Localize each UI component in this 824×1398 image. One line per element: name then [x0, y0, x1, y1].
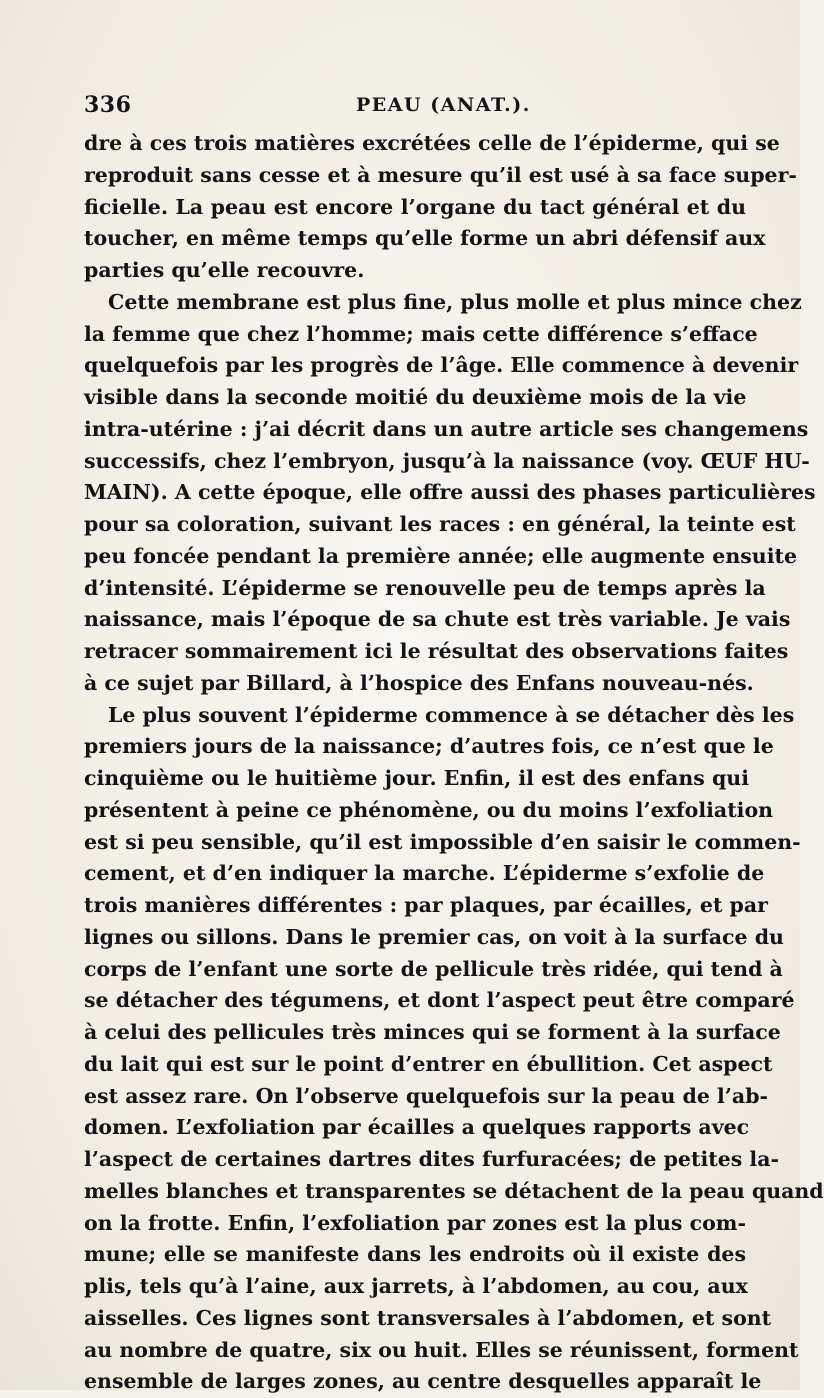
text-line: à ce sujet par Billard, à l’hospice des Enfans nouveau-nés. [84, 670, 754, 695]
text-line: cinquième ou le huitième jour. Enfin, il est des enfans qui [84, 766, 749, 790]
text-line: présentent à peine ce phénomène, ou du moins l’exfoliation [84, 797, 774, 822]
text-line: à celui des pellicules très minces qui se forment à la surface [84, 1020, 781, 1044]
text-line: reproduit sans cesse et à mesure qu’il est usé à sa face super- [84, 162, 797, 187]
body-text [84, 128, 824, 1398]
text-line: domen. L’exfoliation par écailles a quelques rapports avec [84, 1115, 750, 1140]
page-header [84, 86, 746, 122]
text-line: quelquefois par les progrès de l’âge. Elle commence à devenir [84, 353, 799, 378]
text-line: visible dans la seconde moitié du deuxième mois de la vie [84, 385, 747, 409]
text-line: cement, et d’en indiquer la marche. L’épiderme s’exfolie de [84, 861, 765, 886]
text-line: premiers jours de la naissance; d’autres fois, ce n’est que le [84, 734, 774, 759]
paragraph-start-line: Le plus souvent l’épiderme commence à se détacher dès les [108, 702, 795, 727]
text-line: ensemble de larges zones, au centre desquelles apparaît le [84, 1369, 762, 1394]
text-line: pour sa coloration, suivant les races : en général, la teinte est [84, 512, 796, 536]
page-number: 336 [84, 92, 132, 118]
text-line: corps de l’enfant une sorte de pellicule très ridée, qui tend à [84, 956, 783, 981]
text-line: du lait qui est sur le point d’entrer en ébullition. Cet aspect [84, 1051, 773, 1076]
text-line: plis, tels qu’à l’aine, aux jarrets, à l’abdomen, au cou, aux [84, 1274, 748, 1298]
text-line: dre à ces trois matières excrétées celle de l’épiderme, qui se [84, 131, 780, 155]
text-line: au nombre de quatre, six ou huit. Elles se réunissent, forment [84, 1337, 799, 1362]
text-line: est assez rare. On l’observe quelquefois sur la peau de l’ab- [84, 1083, 769, 1108]
text-line: on la frotte. Enfin, l’exfoliation par zones est la plus com- [84, 1210, 746, 1235]
text-line: l’aspect de certaines dartres dites furfuracées; de petites la- [84, 1147, 779, 1171]
text-line: naissance, mais l’époque de sa chute est très variable. Je vais [84, 607, 791, 632]
text-line: peu foncée pendant la première année; elle augmente ensuite [84, 543, 797, 568]
text-line: trois manières différentes : par plaques, par écailles, et par [84, 893, 768, 917]
text-line: successifs, chez l’embryon, jusqu’à la naissance (voy. ŒUF HU- [84, 448, 810, 473]
running-head: PEAU (ANAT.). [356, 94, 531, 116]
text-line: ficielle. La peau est encore l’organe du tact général et du [84, 194, 746, 219]
text-line: la femme que chez l’homme; mais cette différence s’efface [84, 321, 758, 346]
text-line: toucher, en même temps qu’elle forme un abri défensif aux [84, 226, 766, 251]
text-line: intra-utérine : j’ai décrit dans un autre article ses changemens [84, 416, 809, 441]
text-line: aisselles. Ces lignes sont transversales à l’abdomen, et sont [84, 1305, 772, 1330]
text-line: parties qu’elle recouvre. [84, 258, 365, 282]
text-line: retracer sommairement ici le résultat des observations faites [84, 639, 789, 663]
paragraph-start-line: Cette membrane est plus fine, plus molle et plus mince chez [108, 289, 802, 314]
text-line: est si peu sensible, qu’il est impossible d’en saisir le commen- [84, 829, 801, 854]
text-line: se détacher des tégumens, et dont l’aspect peut être comparé [84, 988, 795, 1013]
text-line: mune; elle se manifeste dans les endroits où il existe des [84, 1242, 746, 1267]
text-line: d’intensité. L’épiderme se renouvelle peu de temps après la [84, 575, 766, 600]
text-line: MAIN). A cette époque, elle offre aussi des phases particulières [84, 480, 816, 505]
text-line: melles blanches et transparentes se détachent de la peau quand [84, 1178, 824, 1203]
text-line: lignes ou sillons. Dans le premier cas, on voit à la surface du [84, 924, 784, 949]
